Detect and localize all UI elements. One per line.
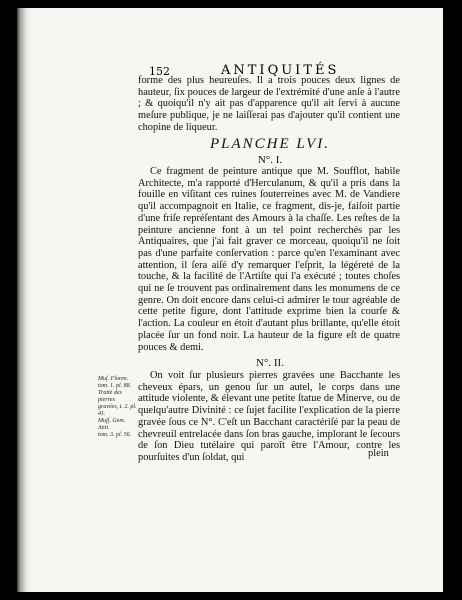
page-number: 152 [149, 65, 170, 78]
running-title: ANTIQUITÉS [221, 63, 340, 78]
page-gutter-shadow [17, 8, 31, 592]
plate-heading: PLANCHE LVI. [209, 136, 331, 152]
margin-line: Muſ. Floren. [98, 376, 129, 382]
paragraph-2 [138, 370, 400, 464]
paragraph-1 [138, 166, 400, 353]
margin-line: gravées, t. 2. pl. 41. [98, 404, 137, 417]
number-heading-1: N°. I. [257, 154, 283, 166]
margin-line: Traité des pierres [98, 390, 122, 403]
number-heading-2: N°. II. [256, 357, 284, 369]
margin-line: Muſſ. Gem. Anti. [98, 418, 126, 431]
margin-reference [98, 376, 138, 439]
paragraph-text: Ce fragment de peinture antique que M. Soufflot, habile Architecte, m'a rapporté d'Herculanum, & qu'il a pris dans la fouille en viſitant ces ruines ſouterreines avec M. de Vandiere qu'il accompagnoit en Italie, ce fragment, dis-je, faiſoit partie d'une friſe repréſentant des Amours à la chaſſe. Les reſtes de la peinture ancienne font à un tel point recherchés par les Antiquaires, que j'ai fait graver ce morceau, quoiqu'il ne ſoit pas d'une parfaite conſervation : parce qu'en l'examinant avec attention, il ſera aiſé d'y remarquer l'eſprit, la légéreté de la touche, & la facilité de l'Artiſte qui l'a exécuté ; toutes choſes qui ne ſe trouvent pas ordinairement dans les monumens de ce genre. On doit encore dans celui-ci admirer le tour agréable de cette petite figure, dont l'attitude exprime bien la courſe & l'action. La couleur en étoit d'autant plus brillante, qu'elle étoit placée ſur un fond noir. La hauteur de la figure eſt de quatre pouces & demi. [138, 166, 400, 353]
paragraph-text: forme des plus heureuſes. Il a trois pouces deux lignes de hauteur, ſix pouces de largeur de l'extrémité d'une anſe à l'autre ; & quoiqu'il n'y ait pas d'apparence qu'il ait ſervi à aucune meſure publique, je ne laiſſerai pas d'ajouter qu'il contient une chopine de liqueur. [138, 75, 400, 133]
paragraph-continued [138, 75, 400, 134]
catchword: plein [368, 448, 389, 459]
margin-line: tom. 1. pl. 88. [98, 383, 132, 389]
margin-line: tom. 3. pl. 56. [98, 432, 132, 438]
paragraph-text: On voit ſur plusieurs pierres gravées une Bacchante les cheveux épars, un genou ſur un autel, le corps dans une attitude violente, & élevant une petite ſtatue de Minerve, ou de quelqu'autre Divinité : ce ſujet facilite l'explication de la pierre gravée ſous ce N°. C'eſt un Bacchant caractériſé par la peau de chevreuil entrelacée dans ſon bras gauche, implorant le ſecours de ſon Dieu tutélaire qui paroît être l'Amour, contre les pourſuites d'un ſoldat, qui [138, 370, 400, 463]
